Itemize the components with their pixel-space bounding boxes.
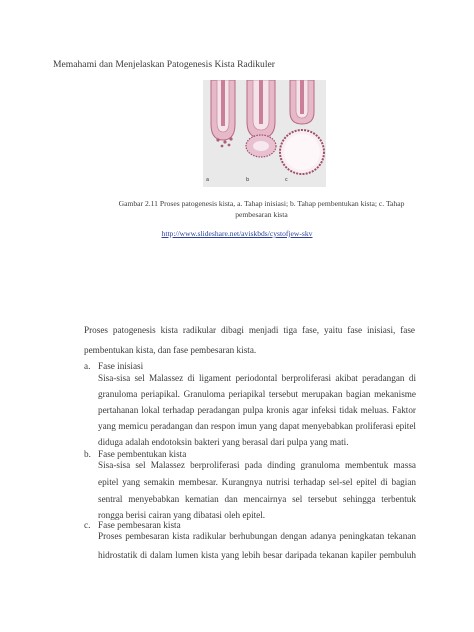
source-link[interactable]: http://www.slideshare.net/aviskbds/cystofjew-skv: [161, 229, 313, 238]
panel-label-a: a: [206, 177, 210, 183]
phase-text-line: Sisa-sisa sel Malassez berproliferasi pada dinding granuloma membentuk massa: [98, 460, 416, 470]
list-marker: c.: [84, 520, 91, 530]
stage-a-root: [211, 80, 235, 147]
phase-text-line: diduga adalah endotoksin bakteri yang berasal dari pulpa yang mati.: [98, 437, 349, 447]
phase-heading: Fase pembentukan kista: [98, 449, 187, 459]
phase-text-line: sentral menyebabkan kematian dan mencairnya sel tersebut sehingga terbentuk: [98, 494, 416, 504]
phase-heading: Fase pembesaran kista: [98, 520, 181, 530]
phase-text-line: pertahanan lokal terhadap peradangan pulpa kronis agar infeksi tidak meluas. Faktor: [98, 405, 416, 415]
figure-caption: [94, 198, 429, 220]
panel-label-c: c: [285, 177, 288, 183]
phase-text-line: epitel yang semakin membesar. Kurangnya nutrisi terhadap sel-sel epitel di bagian: [98, 477, 416, 487]
stage-b-root: [246, 80, 276, 157]
cyst-stages-illustration: [203, 80, 326, 187]
phase-text-line: granuloma periapikal. Granuloma periapikal tersebut merupakan bagian mekanisme: [98, 389, 416, 399]
intro-paragraph: [84, 320, 415, 360]
caption-line: pembesaran kista: [235, 210, 288, 219]
paragraph-line: Proses patogenesis kista radikular dibagi menjadi tiga fase, yaitu fase inisiasi, fase: [84, 325, 415, 335]
phase-text-line: Sisa-sisa sel Malassez di ligament periodontal berproliferasi akibat peradangan di: [98, 373, 416, 383]
caption-line: Gambar 2.11 Proses patogenesis kista, a. Tahap inisiasi; b. Tahap pembentukan kista; c. Tahap: [118, 199, 405, 208]
phase-heading: Fase inisiasi: [98, 361, 144, 371]
cyst-pathogenesis-figure: [203, 80, 326, 187]
paragraph-line: pembentukan kista, dan fase pembesaran kista.: [84, 345, 257, 355]
panel-label-b: b: [246, 177, 250, 183]
phase-text-line: Proses pembesaran kista radikular berhubungan dengan adanya peningkatan tekanan: [98, 531, 416, 541]
list-marker: a.: [84, 361, 91, 371]
phase-text-line: rongga berisi cairan yang dibatasi oleh epitel.: [98, 510, 266, 520]
section-title: Memahami dan Menjelaskan Patogenesis Kista Radikuler: [53, 59, 275, 70]
phase-text-line: yang memicu peradangan dan respon imun yang dapat menyebabkan proliferasi epitel: [98, 421, 416, 431]
list-marker: b.: [84, 449, 91, 459]
phase-text-line: hidrostatik di dalam lumen kista yang lebih besar daripada tekanan kapiler pembuluh: [98, 550, 416, 560]
